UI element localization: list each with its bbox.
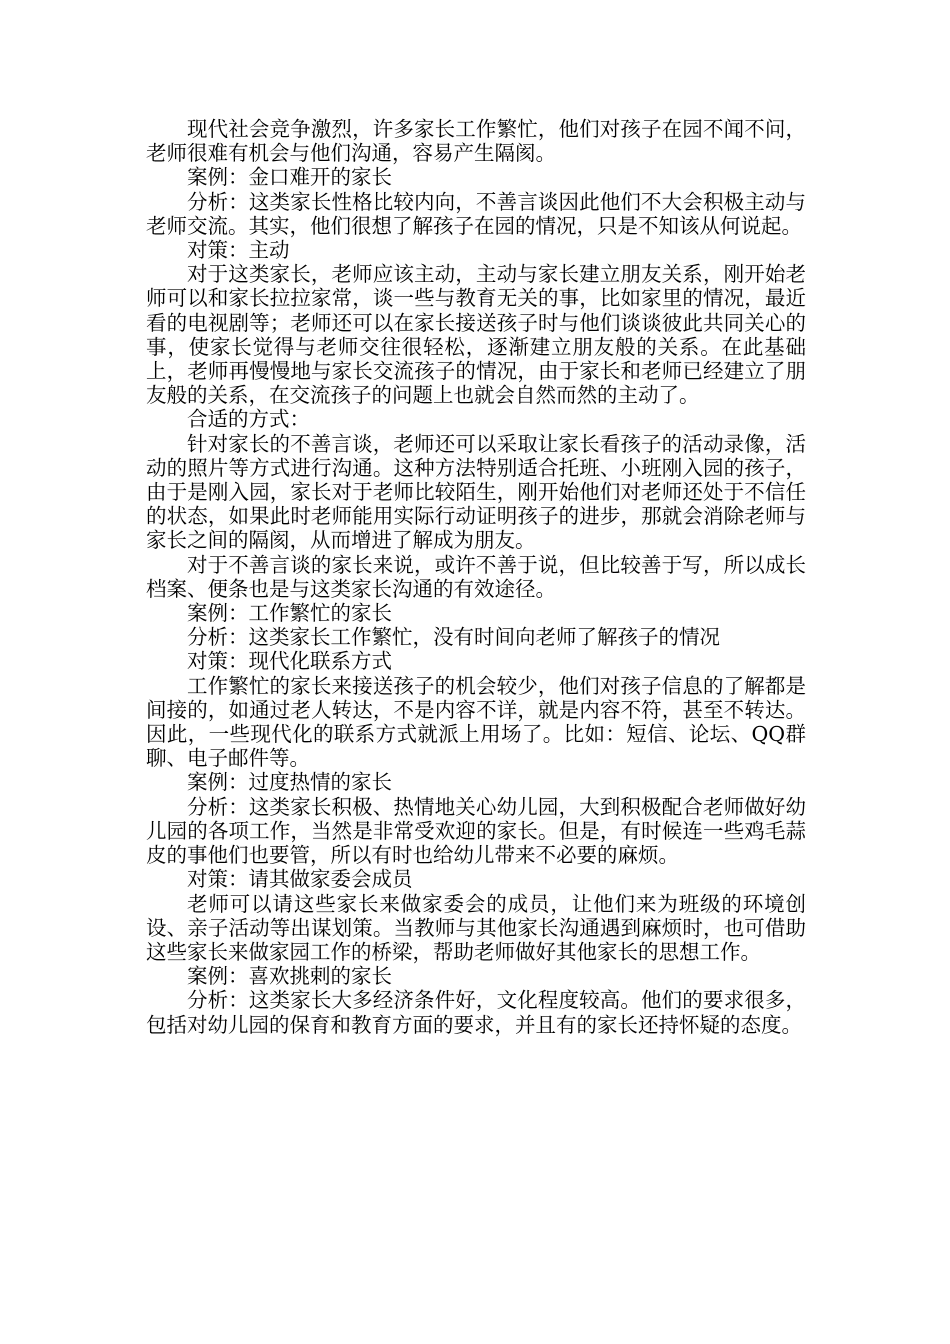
paragraph: 针对家长的不善言谈，老师还可以采取让家长看孩子的活动录像，活动的照片等方式进行沟通。这种方法特别适合托班、小班刚入园的孩子，由于是刚入园，家长对于老师比较陌生，刚开始他们对老师还处于不信任的状态，如果此时老师能用实际行动证明孩子的进步，那就会消除老师与家长之间的隔阂，从而增进了解成为朋友。 <box>146 431 806 553</box>
case-heading: 案例：金口难开的家长 <box>187 165 392 190</box>
case-heading: 案例：喜欢挑剌的家长 <box>187 964 392 989</box>
document-body <box>146 117 806 1037</box>
case-heading: 案例：工作繁忙的家长 <box>187 601 392 626</box>
paragraph: 对于不善言谈的家长来说，或许不善于说，但比较善于写，所以成长档案、便条也是与这类家长沟通的有效途径。 <box>146 552 806 601</box>
strategy-heading: 对策：现代化联系方式 <box>187 649 392 674</box>
analysis-paragraph: 分析：这类家长性格比较内向，不善言谈因此他们不大会积极主动与老师交流。其实，他们很想了解孩子在园的情况，只是不知该从何说起。 <box>146 189 806 238</box>
strategy-heading: 对策：主动 <box>187 238 290 263</box>
case-heading: 案例：过度热情的家长 <box>187 770 392 795</box>
paragraph: 工作繁忙的家长来接送孩子的机会较少，他们对孩子信息的了解都是间接的，如通过老人转达，不是内容不详，就是内容不符，甚至不转达。因此，一些现代化的联系方式就派上用场了。比如：短信、论坛、QQ群聊、电子邮件等。 <box>146 673 806 771</box>
subheading: 合适的方式： <box>187 407 310 432</box>
analysis-paragraph: 分析：这类家长大多经济条件好，文化程度较高。他们的要求很多，包括对幼儿园的保育和教育方面的要求，并且有的家长还持怀疑的态度。 <box>146 988 806 1037</box>
paragraph: 对于这类家长，老师应该主动，主动与家长建立朋友关系，刚开始老师可以和家长拉拉家常，谈一些与教育无关的事，比如家里的情况，最近看的电视剧等；老师还可以在家长接送孩子时与他们谈谈彼此共同关心的事，使家长觉得与老师交往很轻松，逐渐建立朋友般的关系。在此基础上，老师再慢慢地与家长交流孩子的情况，由于家长和老师已经建立了朋友般的关系，在交流孩子的问题上也就会自然而然的主动了。 <box>146 262 806 408</box>
analysis-paragraph: 分析：这类家长积极、热情地关心幼儿园，大到积极配合老师做好幼儿园的各项工作，当然是非常受欢迎的家长。但是，有时候连一些鸡毛蒜皮的事他们也要管，所以有时也给幼儿带来不必要的麻烦。 <box>146 794 806 868</box>
paragraph: 老师可以请这些家长来做家委会的成员，让他们来为班级的环境创设、亲子活动等出谋划策。当教师与其他家长沟通遇到麻烦时，也可借助这些家长来做家园工作的桥梁，帮助老师做好其他家长的思想工作。 <box>146 891 806 964</box>
analysis-paragraph: 分析：这类家长工作繁忙，没有时间向老师了解孩子的情况 <box>187 625 720 650</box>
paragraph: 现代社会竞争激烈，许多家长工作繁忙，他们对孩子在园不闻不问，老师很难有机会与他们沟通，容易产生隔阂。 <box>146 117 806 166</box>
strategy-heading: 对策：请其做家委会成员 <box>187 867 413 892</box>
